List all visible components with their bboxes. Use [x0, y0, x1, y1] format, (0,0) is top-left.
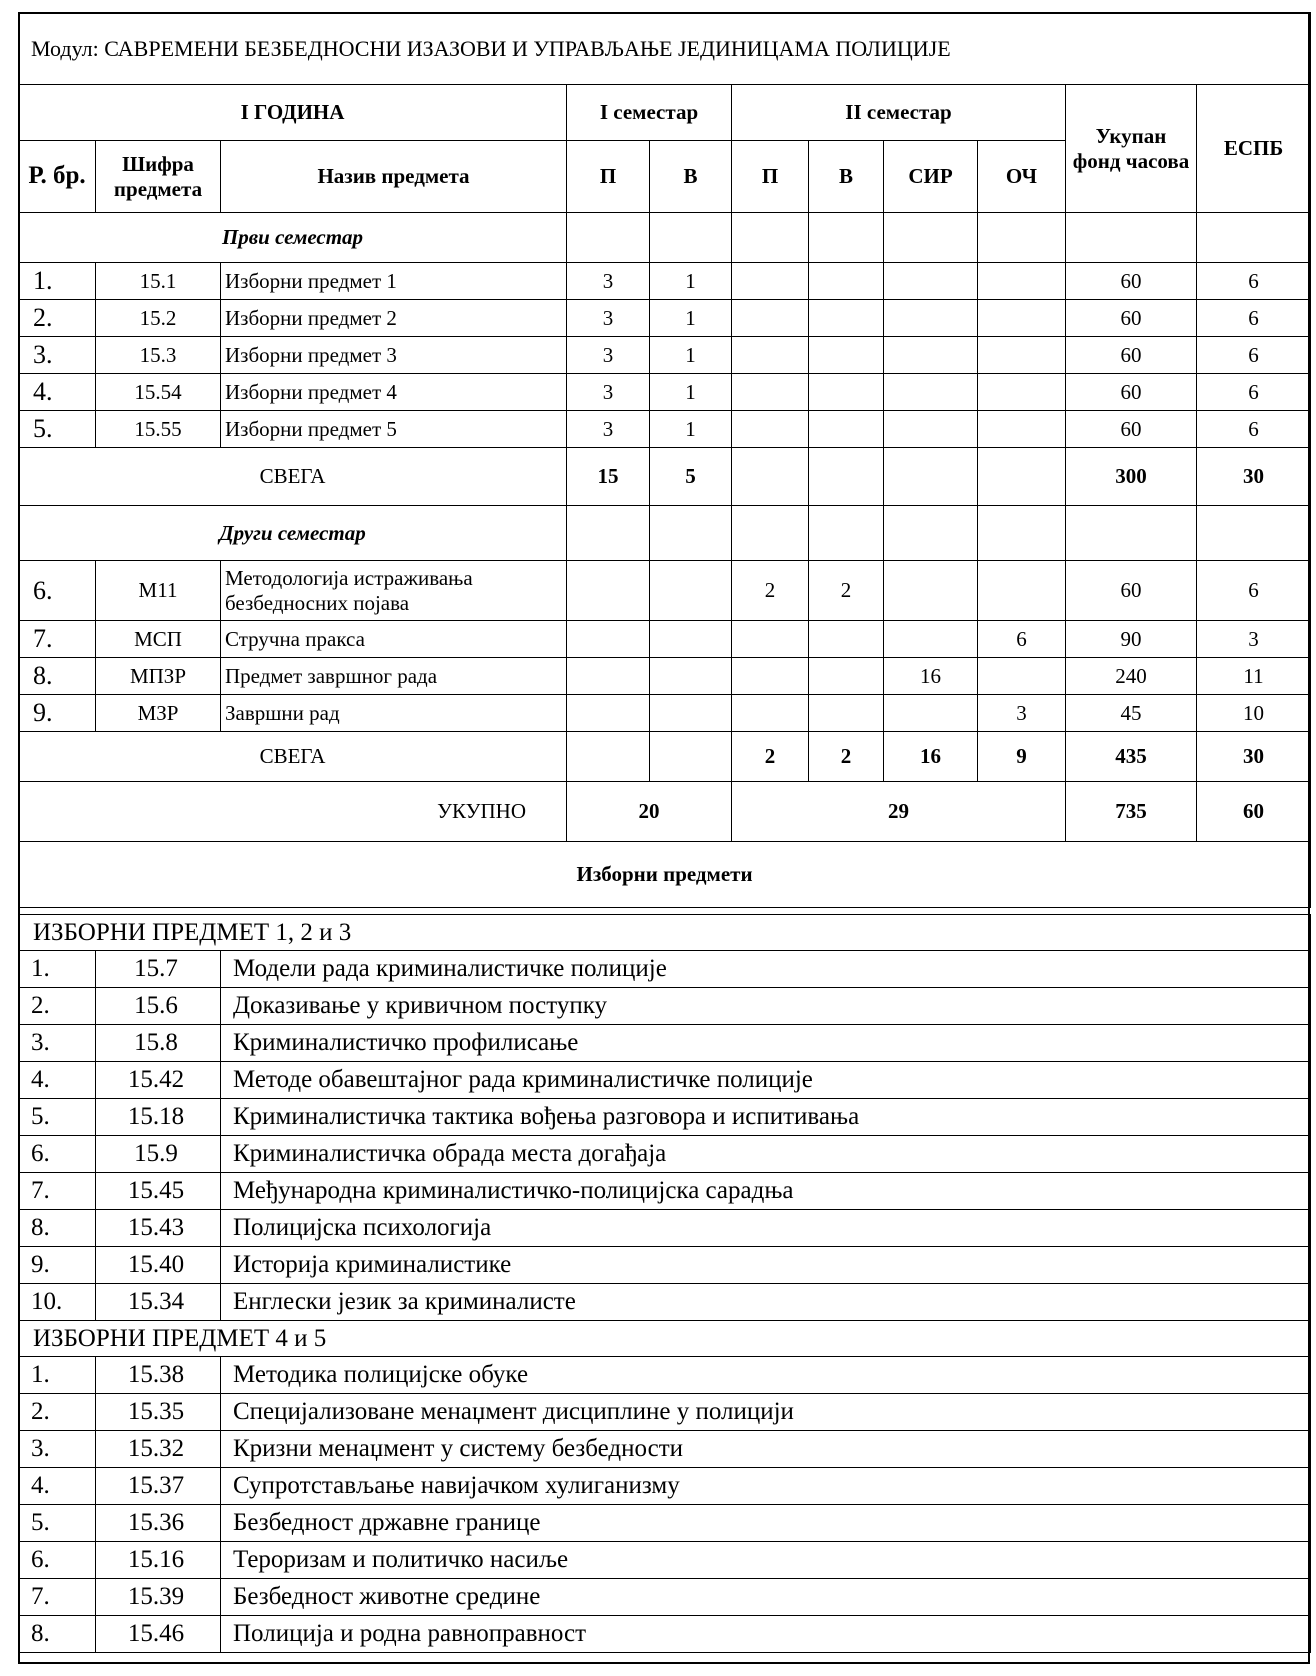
grand-total-row [19, 782, 1311, 842]
item-name: Међународна криминалистичко-полицијска сарадња [221, 1173, 1311, 1210]
espb-value: 3 [1197, 621, 1311, 658]
item-number: 3. [19, 1431, 96, 1468]
sem1-v-value: 1 [650, 300, 732, 337]
item-name: Модели рада криминалистичке полиције [221, 951, 1311, 988]
sem2-p-value: 2 [732, 561, 809, 621]
total-hours-header: Укупан фонд часова [1066, 85, 1197, 213]
semester1-label: Први семестар [19, 213, 567, 263]
item-number: 6. [19, 1542, 96, 1579]
item-number: 3. [19, 1025, 96, 1062]
grand-total-sem1: 20 [567, 782, 732, 842]
sem2-header: II семестар [732, 85, 1066, 141]
espb-value: 6 [1197, 561, 1311, 621]
grand-total-sem2: 29 [732, 782, 1066, 842]
list-item [19, 1542, 1311, 1579]
sir-value [884, 695, 978, 732]
sem1-p-value: 3 [567, 374, 650, 411]
elective-group-label: ИЗБОРНИ ПРЕДМЕТ 1, 2 и 3 [19, 915, 1311, 951]
espb-header: ЕСПБ [1197, 85, 1311, 213]
sem2-v-value [809, 695, 884, 732]
espb-value: 11 [1197, 658, 1311, 695]
subject-code: М11 [96, 561, 221, 621]
item-name: Методика полицијске обуке [221, 1357, 1311, 1394]
total-hours-value: 60 [1066, 337, 1197, 374]
sem2-v-value: 2 [809, 561, 884, 621]
och-value [978, 658, 1066, 695]
sum-label: СВЕГА [19, 448, 567, 506]
table-row [19, 263, 1311, 300]
subject-code: МПЗР [96, 658, 221, 695]
item-code: 15.37 [96, 1468, 221, 1505]
subject-code: 15.1 [96, 263, 221, 300]
subject-name: Изборни предмет 4 [221, 374, 567, 411]
list-item [19, 1025, 1311, 1062]
espb-value: 6 [1197, 374, 1311, 411]
total-hours-sum: 300 [1066, 448, 1197, 506]
item-number: 4. [19, 1062, 96, 1099]
item-number: 9. [19, 1247, 96, 1284]
item-number: 7. [19, 1579, 96, 1616]
item-name: Енглески језик за криминалисте [221, 1284, 1311, 1321]
subject-code: МЗР [96, 695, 221, 732]
item-name: Тероризам и политичко насиље [221, 1542, 1311, 1579]
item-code: 15.16 [96, 1542, 221, 1579]
row-number: 4. [19, 374, 96, 411]
item-name: Супротстављање навијачком хулиганизму [221, 1468, 1311, 1505]
sem2-v-value [809, 621, 884, 658]
item-name: Методе обавештајног рада криминалистичке полиције [221, 1062, 1311, 1099]
item-name: Безбедност државне границе [221, 1505, 1311, 1542]
item-code: 15.6 [96, 988, 221, 1025]
elective-group-label: ИЗБОРНИ ПРЕДМЕТ 4 и 5 [19, 1321, 1311, 1357]
item-code: 15.40 [96, 1247, 221, 1284]
rbr-header: Р. бр. [19, 141, 96, 213]
item-number: 8. [19, 1616, 96, 1653]
list-item [19, 1505, 1311, 1542]
sem2-v-header: В [809, 141, 884, 213]
sem1-v-sum: 5 [650, 448, 732, 506]
table-row [19, 658, 1311, 695]
item-code: 15.35 [96, 1394, 221, 1431]
sem1-p-value: 3 [567, 337, 650, 374]
module-title: Модул: САВРЕМЕНИ БЕЗБЕДНОСНИ ИЗАЗОВИ И УПРАВЉАЊЕ ЈЕДИНИЦАМА ПОЛИЦИЈЕ [19, 13, 1311, 85]
name-header: Назив предмета [221, 141, 567, 213]
total-hours-value: 240 [1066, 658, 1197, 695]
subject-code: МСП [96, 621, 221, 658]
item-number: 8. [19, 1210, 96, 1247]
sem1-p-value: 3 [567, 411, 650, 448]
item-name: Криминалистичка тактика вођења разговора и испитивања [221, 1099, 1311, 1136]
total-hours-sum: 435 [1066, 732, 1197, 782]
item-number: 7. [19, 1173, 96, 1210]
item-name: Криминалистичко профилисање [221, 1025, 1311, 1062]
sem2-p-value [732, 695, 809, 732]
list-item [19, 1173, 1311, 1210]
sem1-v-value: 1 [650, 337, 732, 374]
sem1-v-value: 1 [650, 263, 732, 300]
list-item [19, 1579, 1311, 1616]
list-item [19, 1616, 1311, 1653]
sem1-v-header: В [650, 141, 732, 213]
table-row [19, 411, 1311, 448]
item-number: 2. [19, 988, 96, 1025]
och-value [978, 561, 1066, 621]
item-number: 4. [19, 1468, 96, 1505]
sir-value [884, 621, 978, 658]
item-code: 15.34 [96, 1284, 221, 1321]
list-item [19, 1394, 1311, 1431]
item-code: 15.39 [96, 1579, 221, 1616]
item-code: 15.7 [96, 951, 221, 988]
subject-code: 15.55 [96, 411, 221, 448]
code-header: Шифра предмета [96, 141, 221, 213]
list-item [19, 1468, 1311, 1505]
sem2-p-sum: 2 [732, 732, 809, 782]
grand-total-label: УКУПНО [19, 782, 567, 842]
grand-total-espb: 60 [1197, 782, 1311, 842]
item-number: 5. [19, 1099, 96, 1136]
item-name: Специјализоване менаџмент дисциплине у полицији [221, 1394, 1311, 1431]
semester1-sum-row [19, 448, 1311, 506]
och-sum: 9 [978, 732, 1066, 782]
item-code: 15.46 [96, 1616, 221, 1653]
electives-table [18, 914, 1311, 1653]
item-number: 1. [19, 1357, 96, 1394]
table-row [19, 374, 1311, 411]
subject-code: 15.54 [96, 374, 221, 411]
grand-total-hours: 735 [1066, 782, 1197, 842]
list-item [19, 1431, 1311, 1468]
subject-name: Изборни предмет 5 [221, 411, 567, 448]
subject-name: Изборни предмет 3 [221, 337, 567, 374]
sir-value [884, 561, 978, 621]
list-item [19, 988, 1311, 1025]
list-item [19, 1210, 1311, 1247]
table-row [19, 337, 1311, 374]
list-item [19, 951, 1311, 988]
table-row [19, 561, 1311, 621]
row-number: 1. [19, 263, 96, 300]
sir-sum: 16 [884, 732, 978, 782]
item-name: Историја криминалистике [221, 1247, 1311, 1284]
subject-name: Стручна пракса [221, 621, 567, 658]
total-hours-value: 45 [1066, 695, 1197, 732]
total-hours-value: 90 [1066, 621, 1197, 658]
item-code: 15.8 [96, 1025, 221, 1062]
subject-name: Изборни предмет 2 [221, 300, 567, 337]
list-item [19, 1247, 1311, 1284]
och-value: 3 [978, 695, 1066, 732]
item-number: 2. [19, 1394, 96, 1431]
sem1-v-value: 1 [650, 411, 732, 448]
sir-value: 16 [884, 658, 978, 695]
sir-header: СИР [884, 141, 978, 213]
subject-code: 15.3 [96, 337, 221, 374]
total-hours-value: 60 [1066, 374, 1197, 411]
year-header: I ГОДИНА [19, 85, 567, 141]
item-number: 1. [19, 951, 96, 988]
row-number: 7. [19, 621, 96, 658]
espb-value: 6 [1197, 263, 1311, 300]
item-name: Доказивање у кривичном поступку [221, 988, 1311, 1025]
item-name: Криминалистичка обрада места догађаја [221, 1136, 1311, 1173]
row-number: 8. [19, 658, 96, 695]
item-code: 15.36 [96, 1505, 221, 1542]
total-hours-value: 60 [1066, 411, 1197, 448]
semester2-sum-row [19, 732, 1311, 782]
item-code: 15.32 [96, 1431, 221, 1468]
sem2-v-sum: 2 [809, 732, 884, 782]
item-number: 5. [19, 1505, 96, 1542]
espb-sum: 30 [1197, 732, 1311, 782]
row-number: 2. [19, 300, 96, 337]
semester2-label: Други семестар [19, 506, 567, 561]
item-code: 15.45 [96, 1173, 221, 1210]
total-hours-value: 60 [1066, 263, 1197, 300]
row-number: 6. [19, 561, 96, 621]
row-number: 9. [19, 695, 96, 732]
item-code: 15.18 [96, 1099, 221, 1136]
item-name: Кризни менаџмент у систему безбедности [221, 1431, 1311, 1468]
item-code: 15.43 [96, 1210, 221, 1247]
och-value: 6 [978, 621, 1066, 658]
item-code: 15.38 [96, 1357, 221, 1394]
table-row [19, 621, 1311, 658]
list-item [19, 1062, 1311, 1099]
espb-value: 6 [1197, 337, 1311, 374]
item-name: Безбедност животне средине [221, 1579, 1311, 1616]
sem2-p-value [732, 621, 809, 658]
row-number: 5. [19, 411, 96, 448]
item-number: 10. [19, 1284, 96, 1321]
curriculum-table [18, 12, 1311, 908]
list-item [19, 1284, 1311, 1321]
item-number: 6. [19, 1136, 96, 1173]
sem2-p-header: П [732, 141, 809, 213]
och-header: ОЧ [978, 141, 1066, 213]
total-hours-value: 60 [1066, 300, 1197, 337]
item-code: 15.42 [96, 1062, 221, 1099]
espb-value: 6 [1197, 411, 1311, 448]
sem1-p-value: 3 [567, 300, 650, 337]
subject-name: Завршни рад [221, 695, 567, 732]
espb-value: 6 [1197, 300, 1311, 337]
subject-name: Изборни предмет 1 [221, 263, 567, 300]
sem1-header: I семестар [567, 85, 732, 141]
list-item [19, 1357, 1311, 1394]
table-row [19, 695, 1311, 732]
item-code: 15.9 [96, 1136, 221, 1173]
electives-title: Изборни предмети [19, 842, 1311, 908]
sem2-p-value [732, 658, 809, 695]
espb-value: 10 [1197, 695, 1311, 732]
subject-code: 15.2 [96, 300, 221, 337]
item-name: Полиција и родна равноправност [221, 1616, 1311, 1653]
sem1-p-value: 3 [567, 263, 650, 300]
sem1-p-sum: 15 [567, 448, 650, 506]
subject-name: Предмет завршног рада [221, 658, 567, 695]
row-number: 3. [19, 337, 96, 374]
item-name: Полицијска психологија [221, 1210, 1311, 1247]
sem1-v-value: 1 [650, 374, 732, 411]
espb-sum: 30 [1197, 448, 1311, 506]
list-item [19, 1099, 1311, 1136]
table-row [19, 300, 1311, 337]
sem1-p-header: П [567, 141, 650, 213]
subject-name: Методологија истраживања безбедносних појава [221, 561, 567, 621]
sum-label: СВЕГА [19, 732, 567, 782]
list-item [19, 1136, 1311, 1173]
total-hours-value: 60 [1066, 561, 1197, 621]
sem2-v-value [809, 658, 884, 695]
